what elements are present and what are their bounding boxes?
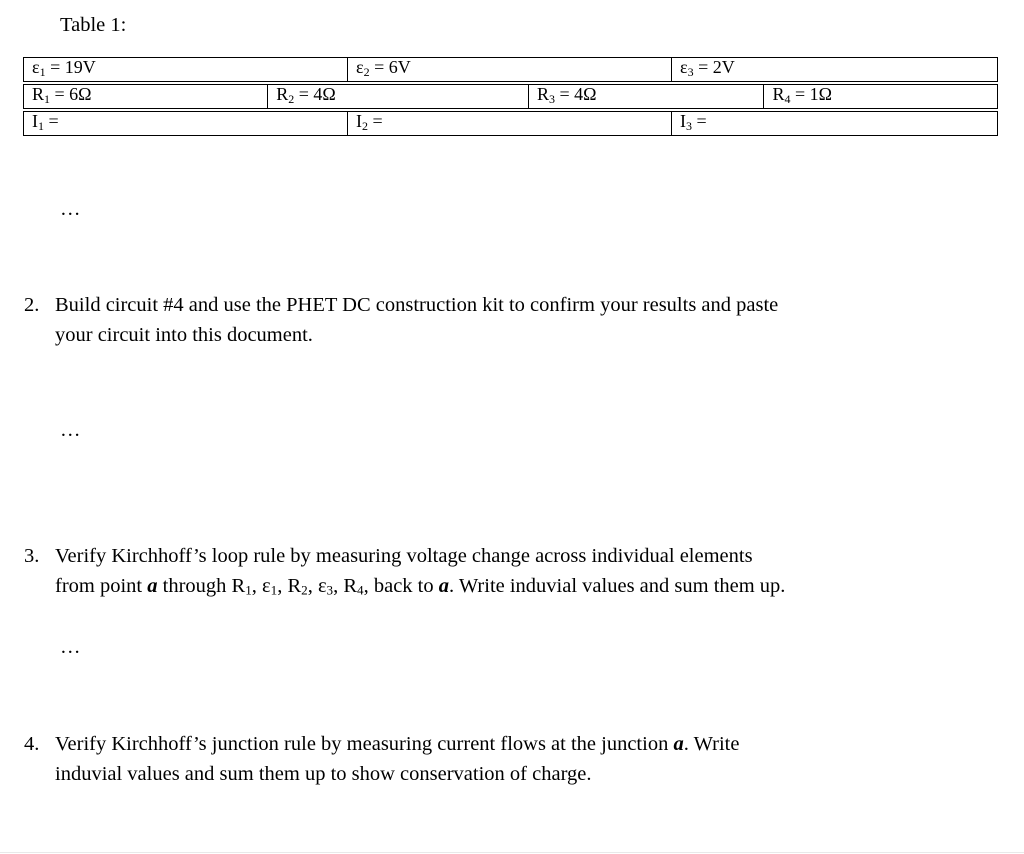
text-line: your circuit into this document. bbox=[55, 324, 313, 346]
cell-text: ε3 = 2V bbox=[680, 58, 735, 79]
list-item-4 bbox=[24, 729, 739, 789]
cell-emf-2 bbox=[347, 58, 671, 81]
list-item-text bbox=[55, 729, 739, 789]
list-item-text bbox=[55, 541, 785, 605]
cell-text: R1 = 6Ω bbox=[32, 85, 92, 106]
cell-r-1 bbox=[24, 85, 267, 108]
cell-current-1 bbox=[24, 112, 347, 135]
text-line: Verify Kirchhoff’s loop rule by measuring voltage change across individual elements bbox=[55, 545, 753, 567]
cell-emf-1 bbox=[24, 58, 347, 81]
list-item-3 bbox=[24, 541, 785, 605]
page-bottom-divider bbox=[0, 852, 1024, 853]
cell-current-3 bbox=[671, 112, 997, 135]
text-line: induvial values and sum them up to show conservation of charge. bbox=[55, 763, 592, 785]
table-1 bbox=[23, 57, 998, 136]
cell-text: R4 = 1Ω bbox=[772, 85, 832, 106]
text-line: from point a through R1, ε1, R2, ε3, R4, back to a. Write induvial values and sum them up. bbox=[55, 575, 786, 598]
cell-text: I1 = bbox=[32, 112, 59, 133]
table-row-emf bbox=[23, 57, 998, 82]
answer-placeholder-ellipsis: … bbox=[60, 419, 85, 441]
cell-r-2 bbox=[267, 85, 528, 108]
cell-text: R2 = 4Ω bbox=[276, 85, 336, 106]
cell-text: R3 = 4Ω bbox=[537, 85, 597, 106]
cell-text: ε2 = 6V bbox=[356, 58, 411, 79]
cell-current-2 bbox=[347, 112, 671, 135]
text-line: Verify Kirchhoff’s junction rule by measuring current flows at the junction a. Write bbox=[55, 733, 740, 755]
cell-text: I2 = bbox=[356, 112, 383, 133]
text-line: Build circuit #4 and use the PHET DC construction kit to confirm your results and paste bbox=[55, 294, 779, 316]
list-number: 2. bbox=[24, 294, 40, 316]
answer-placeholder-ellipsis: … bbox=[60, 198, 85, 220]
table-row-resistance bbox=[23, 84, 998, 109]
cell-r-3 bbox=[528, 85, 763, 108]
cell-r-4 bbox=[763, 85, 997, 108]
list-item-2 bbox=[24, 290, 778, 350]
answer-placeholder-ellipsis: … bbox=[60, 636, 85, 658]
cell-emf-3 bbox=[671, 58, 997, 81]
list-number: 4. bbox=[24, 733, 40, 755]
list-number: 3. bbox=[24, 545, 40, 567]
table-row-current bbox=[23, 111, 998, 136]
cell-text: ε1 = 19V bbox=[32, 58, 96, 79]
list-item-text bbox=[55, 290, 778, 350]
cell-text: I3 = bbox=[680, 112, 707, 133]
table-title: Table 1: bbox=[60, 14, 127, 36]
